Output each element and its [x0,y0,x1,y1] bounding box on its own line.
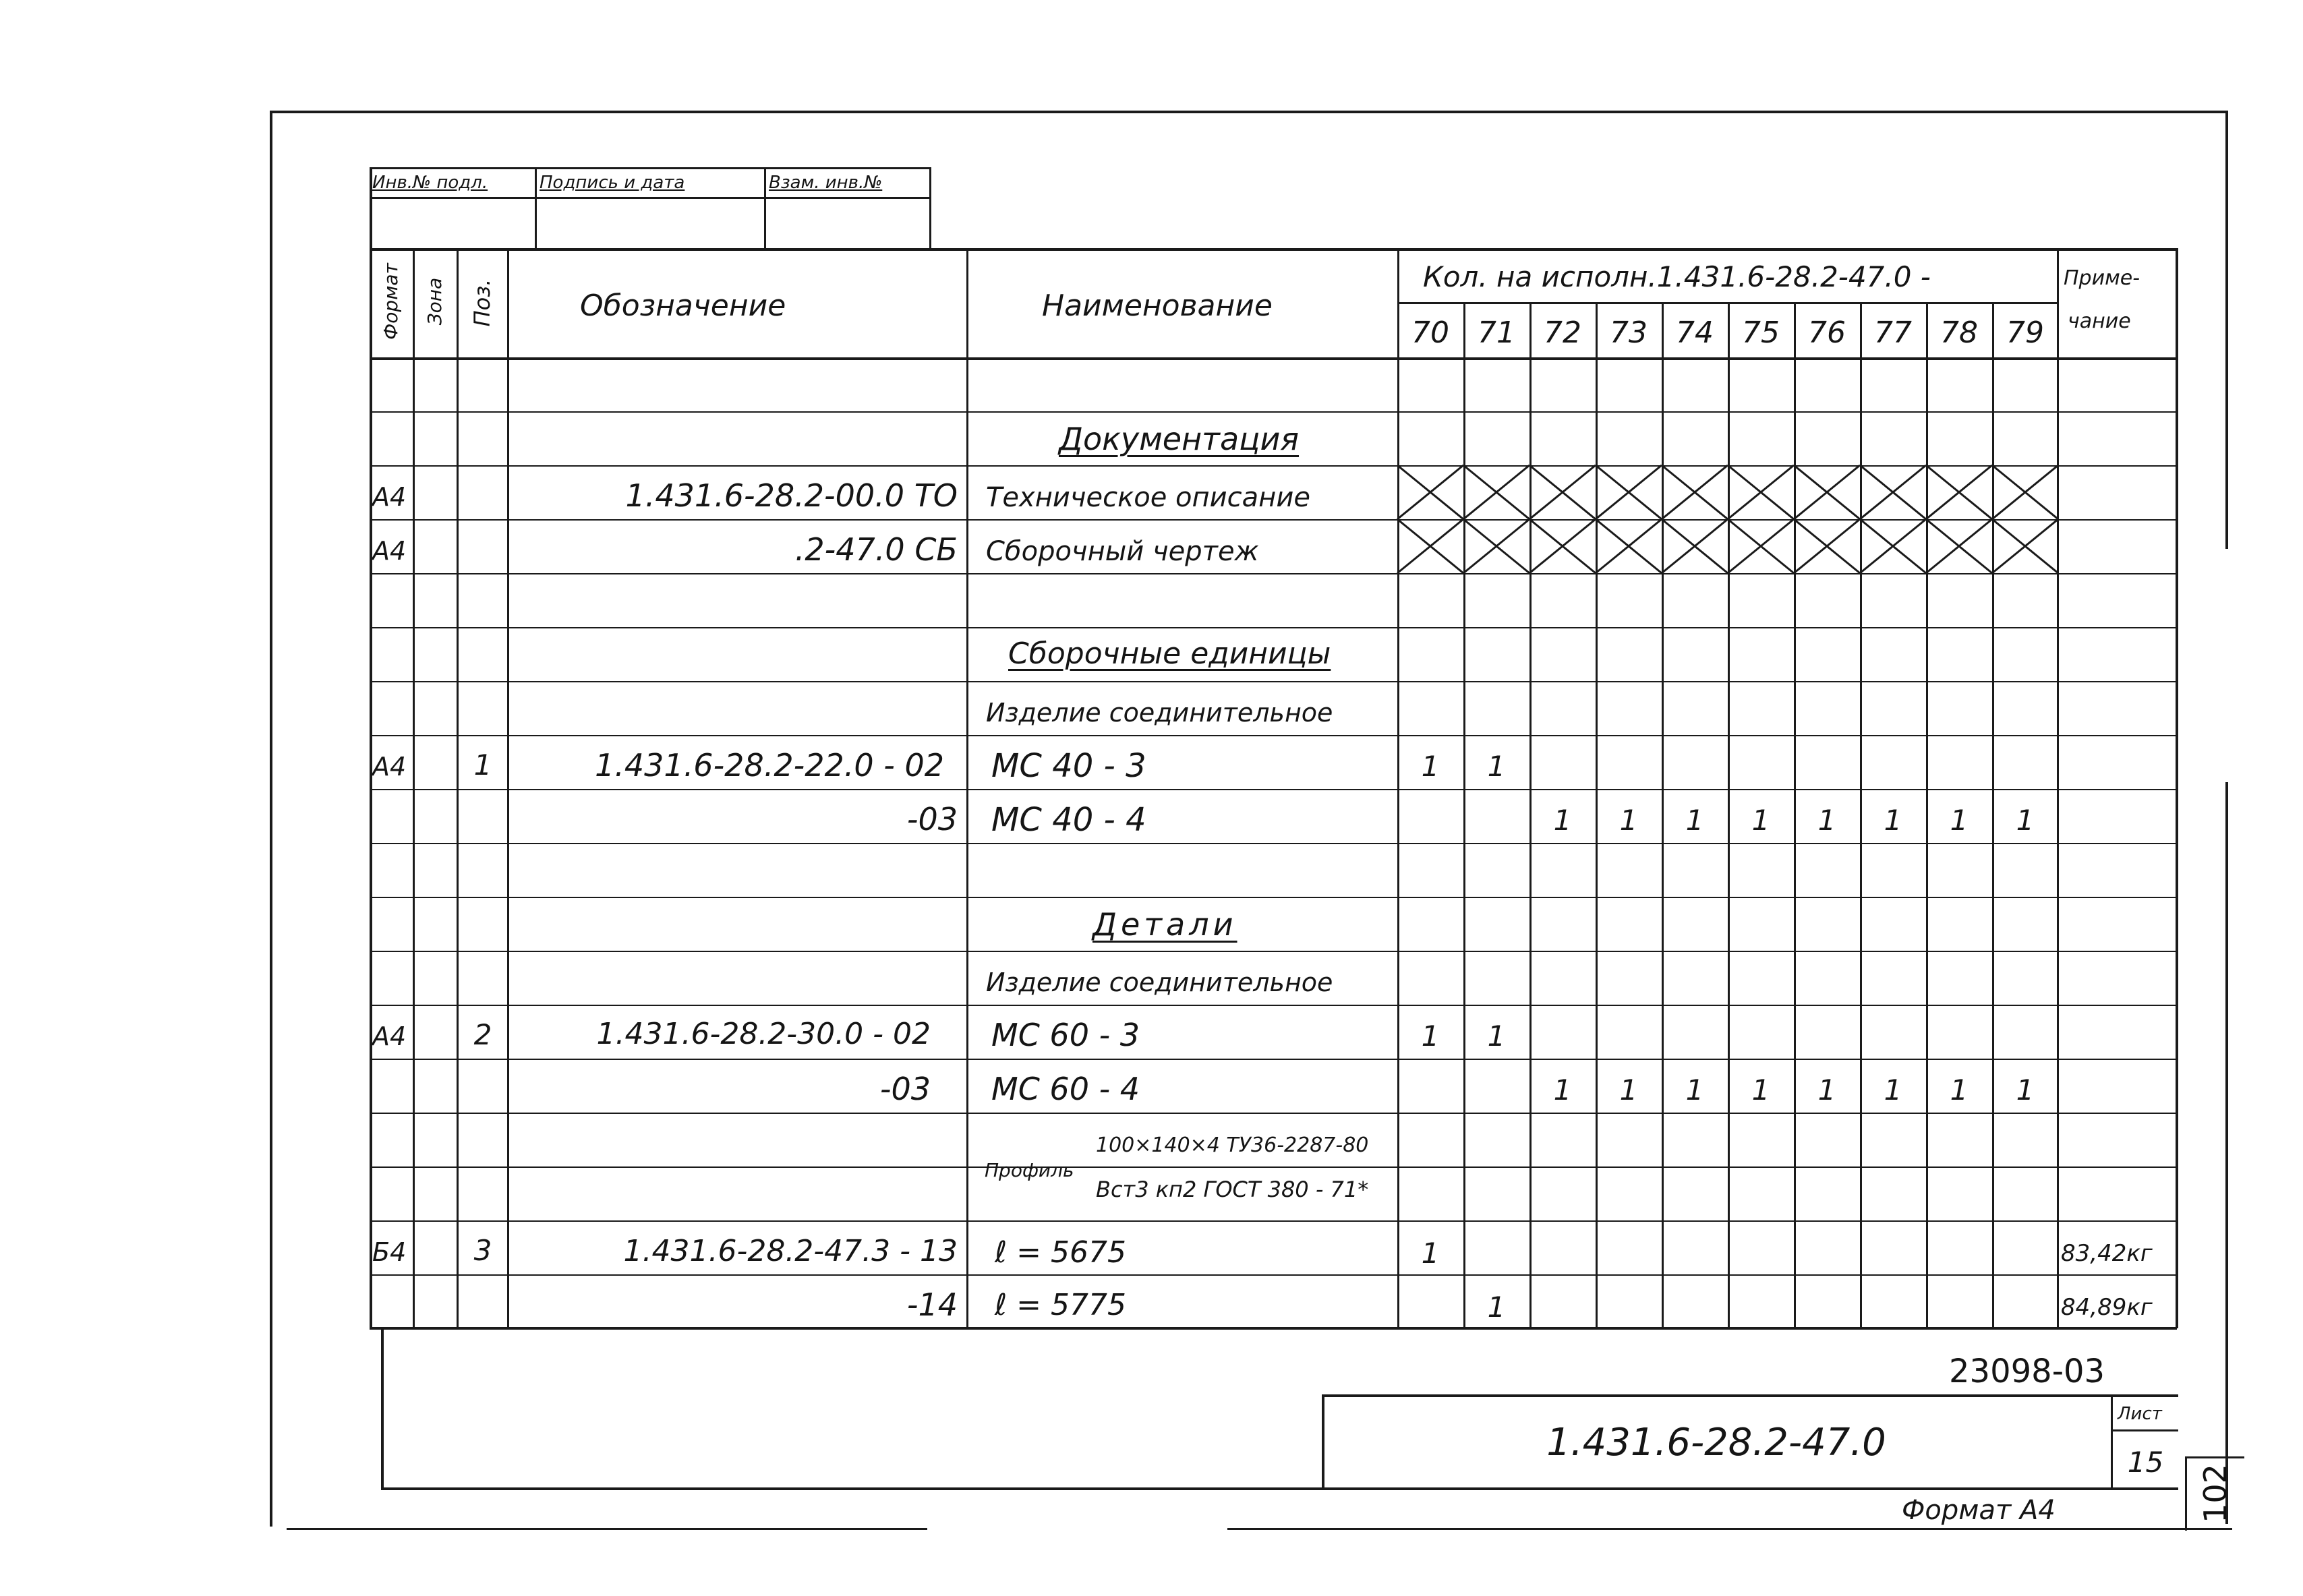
variant-72: 72 [1544,316,1581,350]
row6-oboznachenie: -03 [879,1071,931,1107]
row6-q73: 1 [1619,1073,1638,1106]
row2-naimenovanie: Сборочный чертеж [986,536,1259,567]
row6-q76: 1 [1817,1073,1836,1106]
row3-oboznachenie: 1.431.6-28.2-22.0 - 02 [595,747,944,784]
row4-q79: 1 [2016,804,2035,837]
row4-q72: 1 [1553,804,1572,837]
row-izdelie-2: Изделие соединительное [986,968,1333,997]
row5-naimenovanie: МС 60 - 3 [991,1017,1140,1053]
row4-q74: 1 [1685,804,1704,837]
row7-naimenovanie: ℓ = 5675 [995,1235,1126,1270]
row6-q74: 1 [1685,1073,1704,1106]
row8-note: 84,89кг [2061,1294,2153,1321]
format-label: Формат А4 [1902,1495,2056,1526]
document-code: 1.431.6-28.2-47.0 [1546,1421,1886,1465]
row3-q71: 1 [1487,750,1506,783]
row6-q72: 1 [1553,1073,1572,1106]
row7-format: Б4 [372,1237,407,1267]
row1-format: А4 [372,482,407,512]
row6-naimenovanie: МС 60 - 4 [991,1071,1140,1107]
list-label: Лист [2118,1404,2162,1424]
row5-q71: 1 [1487,1019,1506,1053]
row1-naimenovanie: Техническое описание [986,482,1310,513]
row7-q70: 1 [1421,1237,1440,1270]
variant-79: 79 [2006,316,2044,350]
row5-oboznachenie: 1.431.6-28.2-30.0 - 02 [596,1017,931,1051]
header-kol: Кол. на исполн.1.431.6-28.2-47.0 - [1423,260,1931,293]
row2-format: А4 [372,536,407,566]
variant-71: 71 [1478,316,1515,350]
list-number: 15 [2127,1446,2164,1479]
stamp-sign-label: Подпись и дата [540,173,685,193]
row7-oboznachenie: 1.431.6-28.2-47.3 - 13 [623,1234,958,1268]
row-izdelie-1: Изделие соединительное [986,698,1333,728]
archive-number: 23098-03 [1949,1353,2105,1390]
row4-q77: 1 [1884,804,1902,837]
row6-q79: 1 [2016,1073,2035,1106]
row6-q75: 1 [1751,1073,1770,1106]
profile-top: 100×140×4 ТУ36-2287-80 [1096,1133,1369,1157]
page-number: 102 [2197,1464,2234,1523]
row5-format: А4 [372,1022,407,1051]
header-prim-2: чание [2068,309,2131,333]
profile-fraction-line [1092,1166,1396,1168]
row7-note: 83,42кг [2061,1240,2153,1267]
header-poz: Поз. [469,278,495,327]
section-sborochnye: Сборочные единицы [1008,637,1331,671]
row3-q70: 1 [1421,750,1440,783]
row2-oboznachenie: .2-47.0 СБ [794,531,958,568]
row6-q77: 1 [1884,1073,1902,1106]
row4-q75: 1 [1751,804,1770,837]
row3-format: А4 [372,752,407,781]
variant-76: 76 [1808,316,1846,350]
row8-q71: 1 [1487,1291,1506,1324]
row3-poz: 1 [473,748,492,781]
header-prim-1: Приме- [2064,266,2140,290]
row8-oboznachenie: -14 [906,1287,958,1323]
header-zona: Зона [424,277,446,326]
variant-74: 74 [1676,316,1714,350]
row1-oboznachenie: 1.431.6-28.2-00.0 ТО [625,477,958,514]
profile-bottom: Вст3 кп2 ГОСТ 380 - 71* [1096,1177,1369,1202]
row4-oboznachenie: -03 [906,801,958,837]
header-format: Формат [380,263,402,340]
row5-q70: 1 [1421,1019,1440,1053]
variant-73: 73 [1610,316,1648,350]
row8-naimenovanie: ℓ = 5775 [995,1288,1126,1322]
row6-q78: 1 [1950,1073,1969,1106]
row7-poz: 3 [473,1234,492,1267]
variant-77: 77 [1874,316,1912,350]
row3-naimenovanie: МС 40 - 3 [991,747,1146,785]
variant-75: 75 [1742,316,1780,350]
row4-q78: 1 [1950,804,1969,837]
row5-poz: 2 [473,1018,492,1051]
header-oboznachenie: Обозначение [580,289,786,323]
row4-q73: 1 [1619,804,1638,837]
header-naimenovanie: Наименование [1042,289,1273,323]
row4-naimenovanie: МС 40 - 4 [991,801,1146,839]
profile-label: Профиль [985,1159,1074,1181]
stamp-zam-label: Взам. инв.№ [769,173,883,193]
variant-70: 70 [1411,316,1449,350]
section-dokumentaciya: Документация [1059,421,1300,457]
section-detali: Детали [1092,906,1237,943]
stamp-inv-label: Инв.№ подл. [372,173,488,193]
row4-q76: 1 [1817,804,1836,837]
variant-78: 78 [1940,316,1978,350]
